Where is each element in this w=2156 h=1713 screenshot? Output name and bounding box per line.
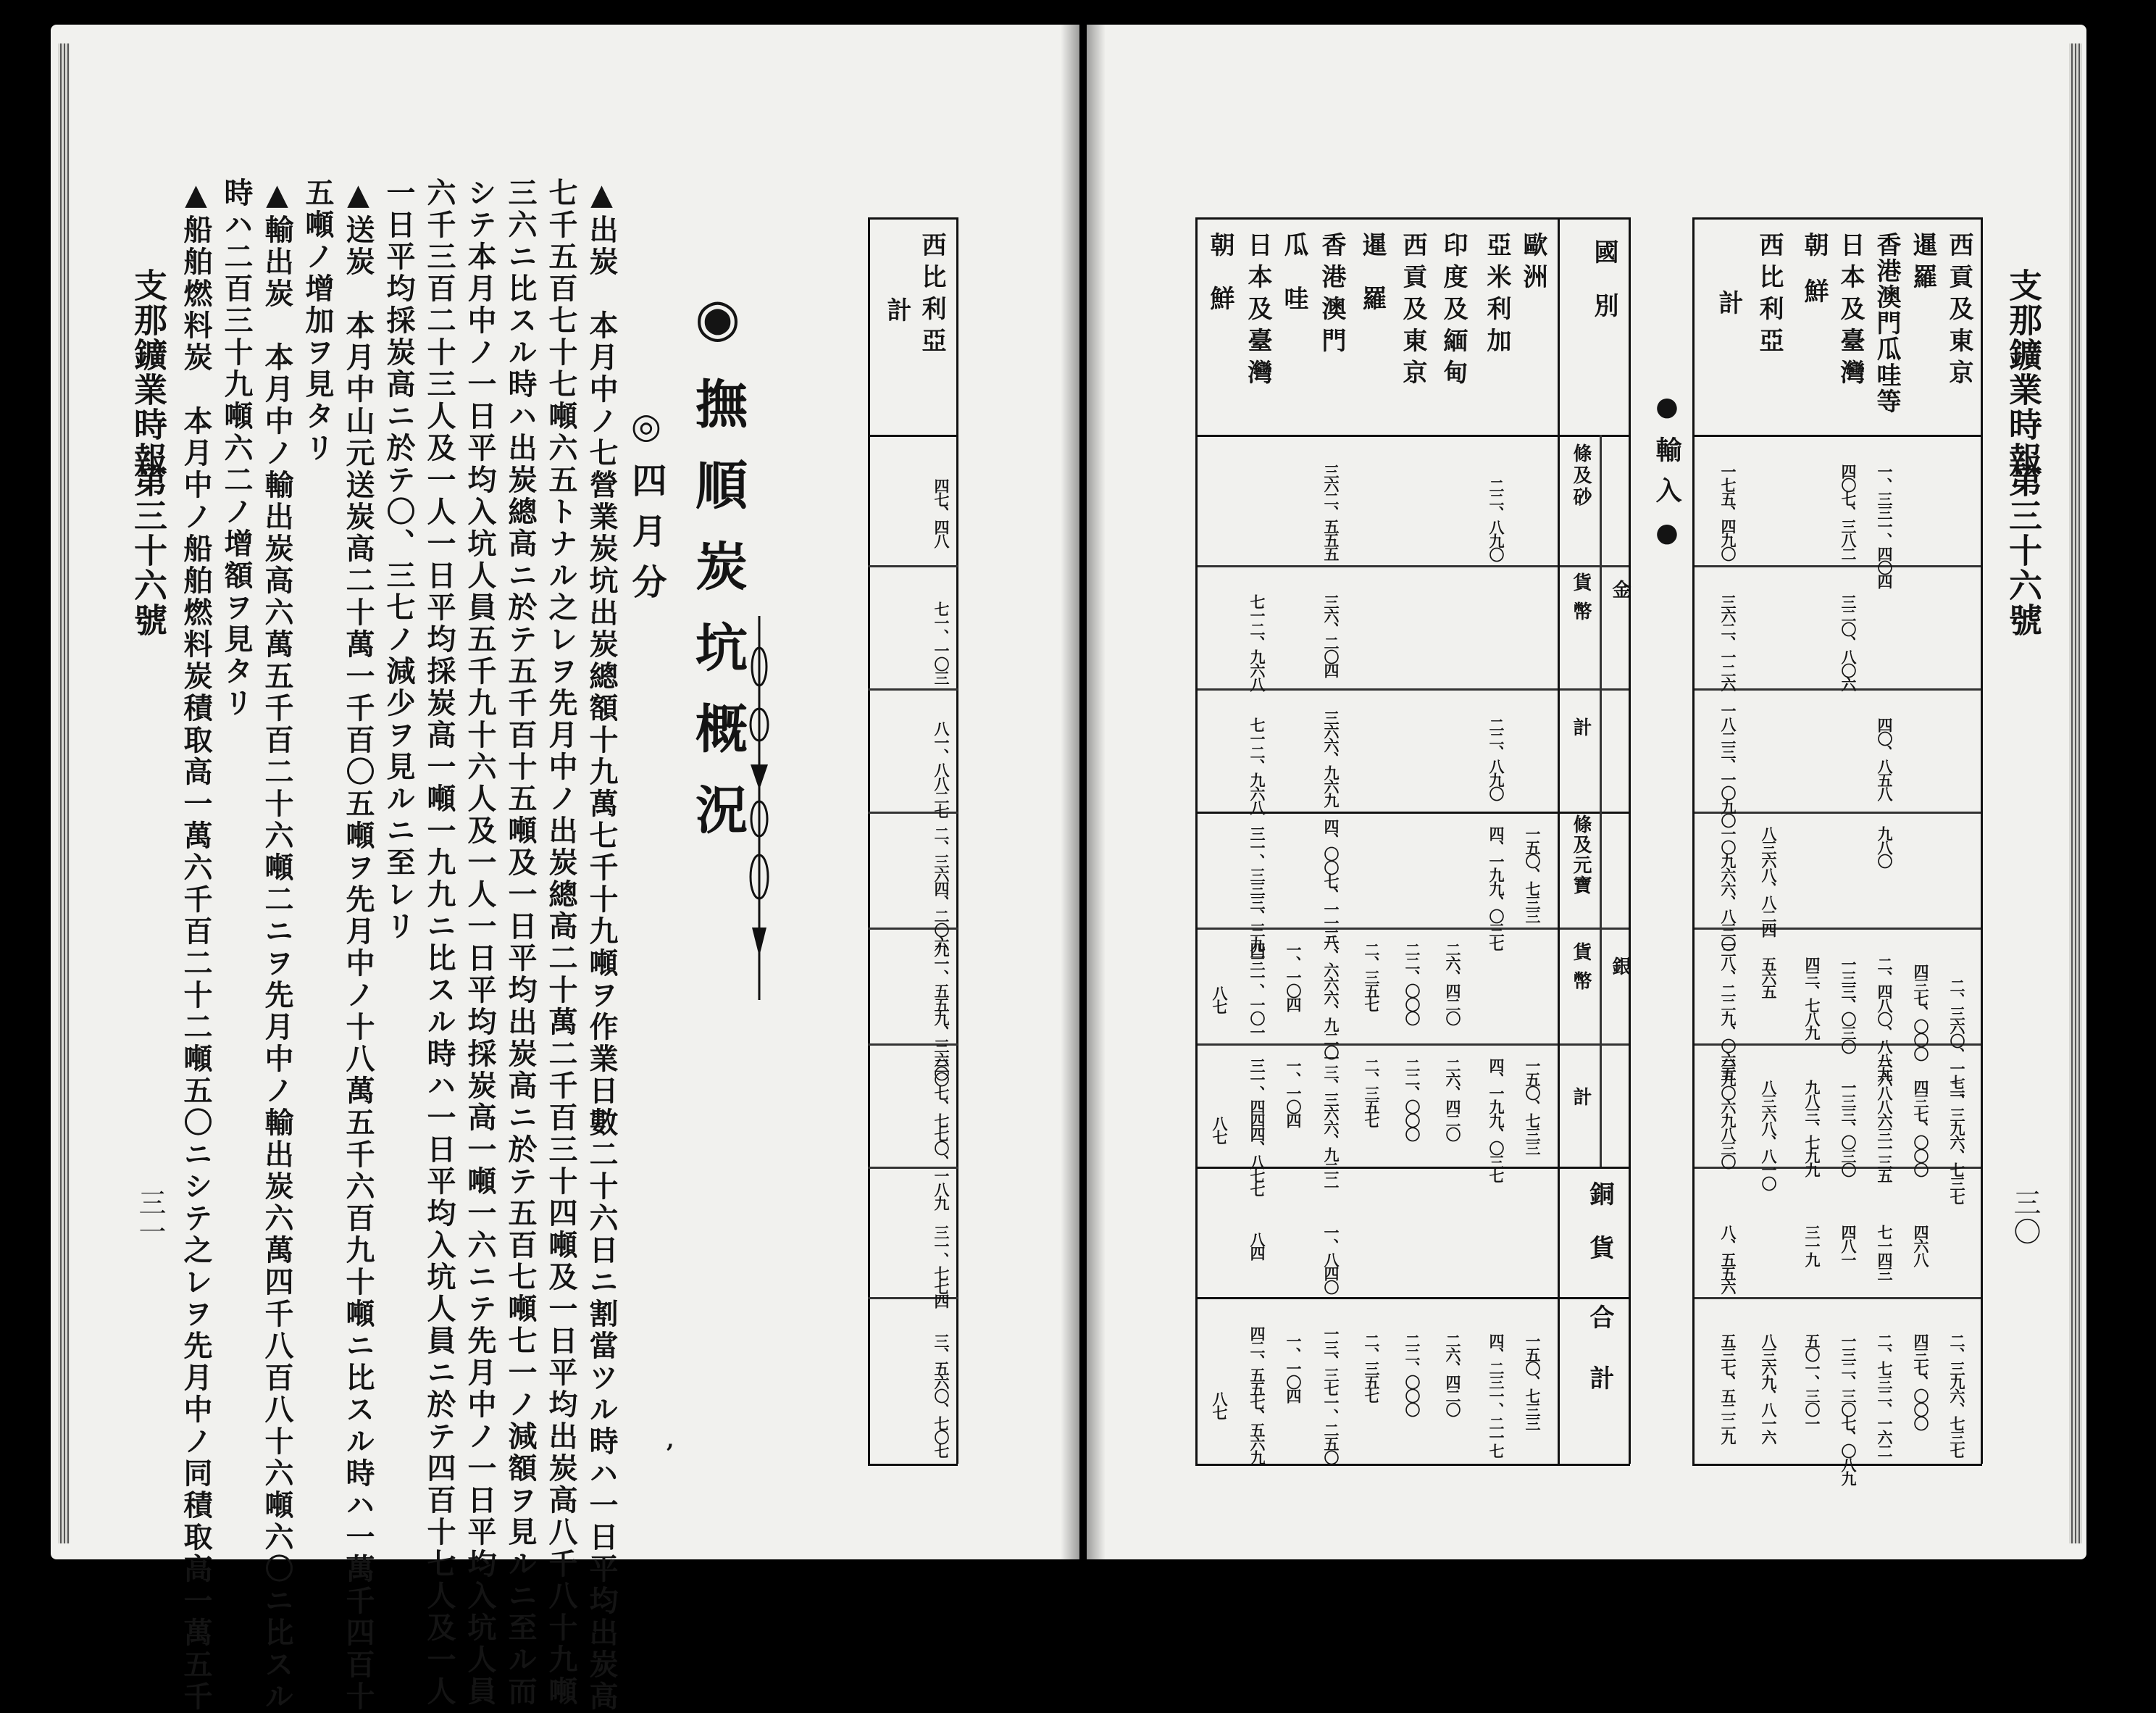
table-cell: 一三三、〇三〇 [1839,956,1858,1053]
row-label: 香港澳門瓜哇等 [1872,232,1901,414]
table-cell: 一〇九六六、八三〇 [1719,826,1737,950]
table-cell: 一三、三六六、九二二 [1322,1051,1340,1188]
table-rule [868,565,958,567]
table-cell: 四〇、八五八 [1876,717,1894,800]
table-cell: 二二、〇〇〇 [1403,1058,1421,1141]
table-cell: 八三六八、八二四 [1760,826,1778,936]
table-cell: 八七 [1211,1116,1229,1143]
table-cell: 四三七、〇〇〇 [1912,1080,1930,1176]
table-cell: 五三七、五二二九 [1719,1333,1737,1443]
table-cell: 四三、七八九 [1803,956,1821,1039]
table-cell: 一五〇、七三三 [1524,826,1542,922]
paragraph-line: 時ハ二百三十九噸六二ノ增額ヲ見タリ [220,178,254,720]
table-cell: 二六、四二〇 [1444,942,1462,1025]
row-label: 暹羅 [1358,232,1387,339]
header-gold-coin: 貨幣 [1570,572,1592,630]
table-cell: 四八一 [1839,1225,1858,1266]
page-number-right: 三〇 [2009,1188,2041,1246]
table-cell: 九一、五五九、三六〇 [932,942,950,1080]
header-copper: 銅貨 [1585,1181,1614,1288]
table-cell: 八四 [1248,1232,1266,1259]
table-rule [868,435,958,437]
table-cell: 四三七、〇〇〇 [1912,964,1930,1060]
paragraph-line: 七千五百七十七噸六五トナル之レヲ先月中ノ出炭總高二十萬二千百三十四噸及一日平均出炭高八千八十九噸 [544,178,578,1708]
table-cell: 二二、八九〇 [1487,478,1505,561]
table-rule [868,1464,958,1466]
running-title-right: 支那鑛業時報 [2004,268,2043,477]
row-label: 日本及臺灣 [1243,232,1272,391]
table-cell: 三〇七、七七〇、一八九 [932,1058,950,1209]
table-cell: 三九〇六九八三〇 [1719,1058,1737,1168]
table-cell: 四、〇〇七、一一三 [1322,819,1340,943]
header-silver: 銀 [1609,956,1631,985]
article-subheading: ◎四月分 [626,406,667,614]
table-cell: 九八三、七九九 [1803,1080,1821,1176]
row-label: 西比利亞 [917,232,946,359]
table-cell: 三六六、九六九 [1322,710,1340,807]
table-cell: 三六、二〇四 [1322,594,1340,677]
table-cell: 四、一九九、〇三七 [1487,1058,1505,1182]
table-rule [956,217,958,1464]
page-edges-left [58,43,70,1543]
header-region: 國別 [1589,239,1618,346]
row-label: 朝鮮 [1800,232,1829,325]
row-label: 西貢及東京 [1944,232,1973,391]
table-cell: 三六八八六三一三五 [1876,1058,1894,1182]
table-rule [1692,1297,1982,1299]
table-cell: 七一二、九六八 [1248,594,1266,691]
issue-number-left: 第三十六號 [129,464,168,638]
table-cell: 二、三五七 [1363,1058,1381,1127]
heading-mark: ◉ [687,286,748,377]
table-cell: 八、五五六 [1719,1225,1737,1293]
table-cell: 二、三六四、二〇六 [932,826,950,950]
header-gold-bar: 條及砂 [1570,443,1592,509]
spine-shadow-right [1087,25,1106,1559]
table-cell: 七一、一〇三 [932,601,950,684]
table-cell: 八三六九、八一六 [1760,1333,1778,1443]
table-cell: 一五〇、七三三 [1524,1333,1542,1430]
table-cell: 三一、四四四、八七七 [1248,1058,1266,1196]
table-cell: 一三二、三〇七、〇八九 [1839,1333,1858,1485]
paragraph-line: ▲船舶燃料炭 本月中ノ船舶燃料炭積取高一萬六千百二十二噸五〇ニシテ之レヲ先月中ノ同積取高一萬五千 [179,178,213,1713]
issue-number-right: 第三十六號 [2004,464,2043,638]
row-label: 西貢及東京 [1398,232,1427,391]
table-cell: 八一、八八二七 [932,721,950,817]
table-cell: 二、三五七 [1363,1333,1381,1402]
table-cell: 二、三九六、七三七 [1948,1333,1966,1457]
paragraph-line: ▲送炭 本月中山元送炭高二十萬一千百〇五噸ヲ先月中ノ十八萬五千六百九十噸ニ比スル時ハ一萬千四百十 [341,178,375,1713]
table-cell: 三一、七七四 [932,1225,950,1307]
table-rule [1195,217,1198,1464]
row-label: 日本及臺灣 [1836,232,1865,391]
table-rule [1629,217,1631,1464]
article-heading [680,286,755,864]
header-gold-total: 計 [1570,717,1592,746]
header-silver-total: 計 [1570,1087,1592,1116]
row-label: 暹羅 [1908,232,1937,296]
paragraph-line: 六千三百二十三人及一人一日平均採炭高一噸一九九ニ比スル時ハ一日平均入坑人員ニ於テ四百十七人及一人 [422,178,456,1708]
paragraph-line: シテ本月中ノ一日平均入坑人員五千九十六人及一人一日平均採炭高一噸一六ニテ先月中ノ一日平均入坑人員 [463,178,497,1708]
table-rule [1195,435,1630,437]
stray-mark: , [667,1428,674,1453]
table-cell: 三一九 [1803,1225,1821,1266]
running-title-left: 支那鑛業時報 [129,268,168,477]
paragraph-line: ▲輸出炭 本月中ノ輸出炭高六萬五千百二十六噸二ニヲ先月中ノ輸出炭六萬四千八百八十六噸六〇ニ比スル [260,178,294,1713]
row-label: 計 [1714,290,1743,322]
row-label: 香港澳門 [1317,232,1346,359]
table-cell: 七一二、九六八 [1248,717,1266,814]
table-rule [1195,565,1630,567]
table-cell: 一、一〇四 [1284,1058,1303,1127]
table-cell: 四三一、一〇一 [1248,942,1266,1038]
table-rule [1195,1297,1630,1299]
table-rule [1692,217,1695,1464]
table-cell: 九八〇 [1876,826,1894,867]
header-silver-bar: 條及元寶 [1570,814,1592,896]
table-cell: 八、六六六、九二〇 [1322,935,1340,1059]
table-rule [1981,217,1983,1464]
table-cell: 三六二、五五五 [1322,464,1340,560]
row-label: 朝鮮 [1206,232,1234,339]
table-cell: 二二、〇〇〇 [1403,942,1421,1025]
table-cell: 七一四三 [1876,1225,1894,1280]
row-label: 計 [882,297,911,329]
table-cell: 二二、〇〇〇 [1403,1333,1421,1416]
table-rule [1195,1043,1630,1046]
table-cell: 三六二、一二六 [1719,594,1737,691]
table-cell: 四三七、〇〇〇 [1912,1333,1930,1430]
table-cell: 二、四八〇、八八九 [1876,956,1894,1080]
paragraph-line: 五噸ノ增加ヲ見タリ [301,178,335,464]
table-cell: 三一、三三三、三九一 [1248,826,1266,964]
table-cell: 三、五六〇、七〇七 [932,1333,950,1457]
table-rule [1692,565,1982,567]
table-rule [868,217,958,220]
row-label: 亞米利加 [1482,232,1511,359]
table-cell: 一八二三、一〇九〇 [1719,703,1737,827]
paragraph-line: 三六ニ比スル時ハ出炭總高ニ於テ五千百十五噸及一日平均出炭高ニ於テ五百七噸七一ノ減額ヲ見ルニ至ル而 [504,178,538,1708]
row-label: 西比利亞 [1755,232,1784,359]
table-cell: 四七、四八 [932,478,950,547]
table-cell: 八七 [1211,1391,1229,1419]
header-silver-coin: 貨幣 [1570,942,1592,1000]
table-cell: 四、一九九、〇三七 [1487,826,1505,950]
paragraph-line: 一日平均採炭高ニ於テ〇、三七ノ減少ヲ見ルニ至レリ [382,178,416,943]
table-cell: 二六、四二〇 [1444,1333,1462,1416]
table-cell: 四二、五五七、五六九 [1248,1326,1266,1464]
table-cell: 四〇七、三八二 [1839,464,1858,560]
header-gold: 金 [1609,580,1631,609]
table-cell: 二、三六〇、一七一 [1948,978,1966,1102]
table-cell: 二二、八九〇 [1487,717,1505,800]
table-cell: 三二〇、八〇六 [1839,594,1858,691]
table-rule [1600,435,1602,1167]
table-cell: 一七五、四九〇 [1719,464,1737,560]
row-label: 歐洲 [1518,232,1547,296]
table-cell: 二、三九六、七三七 [1948,1080,1966,1204]
table-rule [1195,217,1630,220]
page-edges-right [2069,43,2082,1543]
table-rule [1558,217,1560,1464]
ornament [745,616,774,1000]
table-rule [1195,1464,1630,1466]
table-cell: 二、七三二、一六二 [1876,1333,1894,1457]
row-label: 印度及緬甸 [1439,232,1468,391]
table-cell: 一三、三七一、二五〇 [1322,1326,1340,1464]
table-cell: 一、三三一、四〇四 [1876,464,1894,588]
table-cell: 一、一〇四 [1284,942,1303,1011]
heading-text: 撫順炭坑概況 [687,377,748,864]
import-heading: ●輸入● [1652,391,1682,562]
table-cell: 五〇一、三〇一 [1803,1333,1821,1430]
table-cell: 五六五 [1760,956,1778,998]
table-cell: 二六、四二〇 [1444,1058,1462,1141]
table-cell: 八七 [1211,985,1229,1013]
table-cell: 一、八四〇 [1322,1225,1340,1293]
row-label: 瓜哇 [1279,232,1308,339]
table-rule [1692,435,1982,437]
spine-shadow-left [1061,25,1079,1559]
table-rule [868,217,870,1464]
table-cell: 一三三、〇三〇 [1839,1080,1858,1176]
table-cell: 二、三五七 [1363,942,1381,1011]
table-cell: 四、二三一、二一七 [1487,1333,1505,1457]
table-cell: 四六八 [1912,1225,1930,1266]
table-cell: 三八、二二九、〇六五 [1719,942,1737,1080]
header-grand-total: 合計 [1585,1304,1614,1426]
table-cell: 八三六八、八一〇 [1760,1080,1778,1190]
table-cell: 一五〇、七三三 [1524,1058,1542,1154]
table-cell: 一、一〇四 [1284,1333,1303,1402]
table-rule [1692,217,1982,220]
table-rule [868,688,958,691]
paragraph-line: ▲出炭 本月中ノ七營業炭坑出炭總額十九萬七千十九噸ヲ作業日數二十六日ニ割當ツル時ハ一日平均出炭高 [585,178,619,1713]
page-number-left: 三一 [134,1188,166,1246]
